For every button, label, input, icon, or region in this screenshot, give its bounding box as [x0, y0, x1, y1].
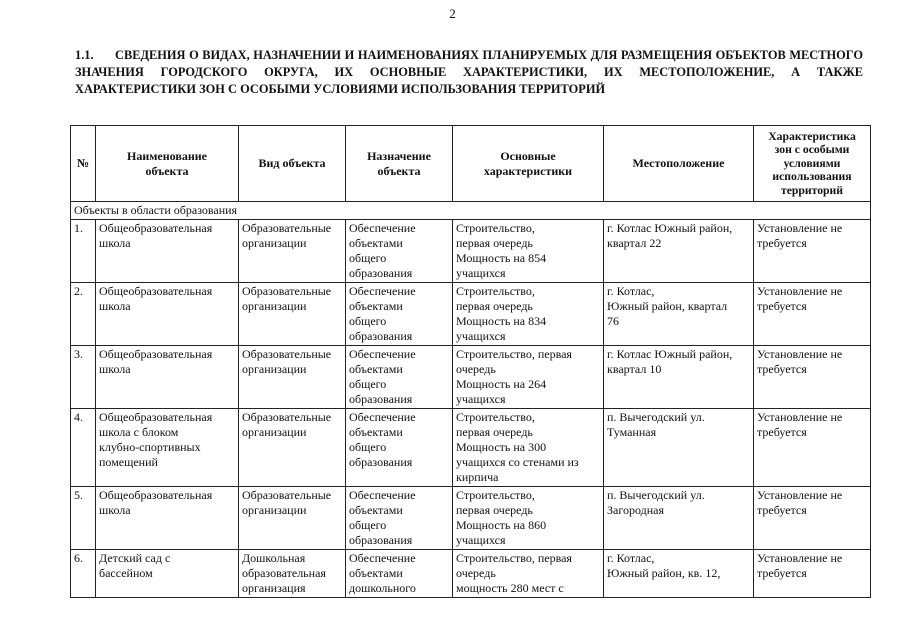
cell-object-purpose: [346, 283, 453, 346]
cell-line: Характеристика: [768, 129, 856, 143]
cell-line: требуется: [757, 236, 807, 250]
cell-main-characteristics: [453, 346, 604, 409]
header-main-characteristics: [453, 126, 604, 202]
cell-object-type: [239, 550, 346, 598]
cell-line: Образовательные: [242, 284, 332, 298]
cell-line: школа: [99, 362, 131, 376]
cell-object-name: [96, 409, 239, 487]
cell-line: требуется: [757, 566, 807, 580]
cell-line: Общеобразовательная: [99, 410, 213, 424]
header-zone-characteristics: [754, 126, 871, 202]
cell-line: школа с блоком: [99, 425, 179, 439]
cell-object-purpose: [346, 409, 453, 487]
cell-line: Южный район, кв. 12,: [607, 566, 721, 580]
cell-zone-characteristics: [754, 487, 871, 550]
cell-line: объектами: [349, 503, 403, 517]
table-row: [71, 346, 871, 409]
cell-object-name: [96, 346, 239, 409]
cell-line: г. Котлас,: [607, 284, 655, 298]
section-title: Объекты в области образования: [71, 202, 871, 220]
cell-line: первая очередь: [456, 236, 533, 250]
cell-line: объектами: [349, 425, 403, 439]
cell-line: Обеспечение: [349, 488, 416, 502]
cell-line: общего: [349, 518, 387, 532]
cell-line: Установление не: [757, 347, 843, 361]
cell-line: Местоположение: [632, 156, 725, 170]
cell-line: образования: [349, 533, 413, 547]
cell-line: школа: [99, 503, 131, 517]
cell-line: дошкольного: [349, 581, 416, 595]
cell-location: [604, 283, 754, 346]
cell-line: очередь: [456, 362, 496, 376]
cell-line: образования: [349, 392, 413, 406]
cell-location: [604, 550, 754, 598]
section-row: [71, 202, 871, 220]
cell-line: требуется: [757, 425, 807, 439]
cell-line: Строительство,: [456, 488, 535, 502]
cell-line: Установление не: [757, 284, 843, 298]
cell-line: Наименование: [127, 148, 207, 163]
cell-line: первая очередь: [456, 503, 533, 517]
cell-line: Назначение: [367, 148, 431, 163]
cell-line: образования: [349, 455, 413, 469]
cell-zone-characteristics: [754, 220, 871, 283]
cell-line: п. Вычегодский ул.: [607, 410, 705, 424]
cell-line: Общеобразовательная: [99, 488, 213, 502]
cell-line: бассейном: [99, 566, 153, 580]
cell-line: Строительство,: [456, 284, 535, 298]
cell-line: объекта: [145, 163, 189, 178]
cell-line: зон с особыми: [774, 143, 850, 157]
cell-line: требуется: [757, 503, 807, 517]
cell-line: организация: [242, 581, 306, 595]
section-heading-number: 1.1.: [75, 48, 94, 62]
cell-line: требуется: [757, 299, 807, 313]
cell-line: 76: [607, 314, 619, 328]
cell-main-characteristics: [453, 550, 604, 598]
cell-location: [604, 346, 754, 409]
cell-location: [604, 487, 754, 550]
cell-object-purpose: [346, 220, 453, 283]
cell-object-type: [239, 346, 346, 409]
cell-line: Обеспечение: [349, 221, 416, 235]
cell-object-purpose: [346, 487, 453, 550]
cell-line: Обеспечение: [349, 551, 416, 565]
cell-line: учащихся со стенами из: [456, 455, 579, 469]
cell-line: п. Вычегодский ул.: [607, 488, 705, 502]
cell-line: г. Котлас Южный район,: [607, 347, 733, 361]
cell-line: использования: [772, 170, 852, 184]
cell-number: 5.: [71, 487, 96, 550]
cell-object-purpose: [346, 346, 453, 409]
cell-line: школа: [99, 299, 131, 313]
cell-line: помещений: [99, 455, 158, 469]
cell-line: Установление не: [757, 410, 843, 424]
cell-line: Обеспечение: [349, 284, 416, 298]
cell-line: общего: [349, 251, 387, 265]
header-object-purpose: [346, 126, 453, 202]
cell-line: клубно-спортивных: [99, 440, 201, 454]
cell-line: Общеобразовательная: [99, 221, 213, 235]
cell-line: Туманная: [607, 425, 657, 439]
cell-object-purpose: [346, 550, 453, 598]
table-header-row: [71, 126, 871, 202]
cell-line: образования: [349, 266, 413, 280]
cell-line: условиями: [783, 156, 841, 170]
cell-line: общего: [349, 440, 387, 454]
cell-line: Основные: [500, 148, 556, 163]
cell-line: Дошкольная: [242, 551, 306, 565]
cell-number: 2.: [71, 283, 96, 346]
cell-line: образовательная: [242, 566, 326, 580]
cell-line: образования: [349, 329, 413, 343]
cell-line: объектами: [349, 566, 403, 580]
cell-line: объектами: [349, 236, 403, 250]
cell-number: 4.: [71, 409, 96, 487]
cell-line: организации: [242, 362, 307, 376]
table-row: [71, 283, 871, 346]
cell-line: г. Котлас Южный район,: [607, 221, 733, 235]
cell-line: требуется: [757, 362, 807, 376]
cell-line: Мощность на 834: [456, 314, 547, 328]
table-row: [71, 409, 871, 487]
cell-line: Установление не: [757, 488, 843, 502]
cell-zone-characteristics: [754, 550, 871, 598]
cell-line: Строительство,: [456, 221, 535, 235]
cell-location: [604, 409, 754, 487]
table-row: [71, 487, 871, 550]
cell-line: организации: [242, 425, 307, 439]
cell-object-name: [96, 220, 239, 283]
cell-line: организации: [242, 299, 307, 313]
cell-line: Строительство, первая: [456, 551, 572, 565]
cell-line: Образовательные: [242, 347, 332, 361]
cell-line: очередь: [456, 566, 496, 580]
page-number: 2: [449, 6, 456, 21]
cell-line: первая очередь: [456, 425, 533, 439]
cell-line: Общеобразовательная: [99, 284, 213, 298]
cell-number: 3.: [71, 346, 96, 409]
cell-line: характеристики: [483, 163, 573, 178]
cell-line: Загородная: [607, 503, 664, 517]
cell-line: Мощность на 854: [456, 251, 547, 265]
cell-line: территорий: [780, 183, 844, 197]
cell-line: объекта: [377, 163, 421, 178]
cell-object-type: [239, 487, 346, 550]
cell-object-name: [96, 550, 239, 598]
cell-line: Обеспечение: [349, 410, 416, 424]
section-heading-text: СВЕДЕНИЯ О ВИДАХ, НАЗНАЧЕНИИ И НАИМЕНОВАНИЯХ ПЛАНИРУЕМЫХ ДЛЯ РАЗМЕЩЕНИЯ ОБЪЕКТОВ МЕСТНОГО ЗНАЧЕНИЯ ГОРОДСКОГО ОКРУГА, ИХ ОСНОВНЫЕ ХАРАКТЕРИСТИКИ, ИХ МЕСТОПОЛОЖЕНИЕ, А ТАКЖЕ ХАРАКТЕРИСТИКИ ЗОН С ОСОБЫМИ УСЛОВИЯМИ ИСПОЛЬЗОВАНИЯ ТЕРРИТОРИЙ: [75, 48, 863, 96]
cell-line: Образовательные: [242, 488, 332, 502]
cell-line: учащихся: [456, 392, 506, 406]
cell-line: первая очередь: [456, 299, 533, 313]
cell-object-type: [239, 283, 346, 346]
cell-number: 6.: [71, 550, 96, 598]
cell-main-characteristics: [453, 220, 604, 283]
cell-line: квартал 10: [607, 362, 662, 376]
cell-zone-characteristics: [754, 283, 871, 346]
cell-line: Образовательные: [242, 221, 332, 235]
cell-line: учащихся: [456, 266, 506, 280]
cell-line: Установление не: [757, 221, 843, 235]
cell-line: Мощность на 860: [456, 518, 547, 532]
cell-main-characteristics: [453, 409, 604, 487]
cell-line: Строительство, первая: [456, 347, 572, 361]
cell-line: общего: [349, 377, 387, 391]
cell-line: №: [76, 156, 90, 170]
cell-line: школа: [99, 236, 131, 250]
header-object-name: [96, 126, 239, 202]
cell-line: Строительство,: [456, 410, 535, 424]
cell-line: кирпича: [456, 470, 499, 484]
cell-object-type: [239, 409, 346, 487]
section-heading: [75, 47, 863, 98]
cell-line: учащихся: [456, 329, 506, 343]
cell-number: 1.: [71, 220, 96, 283]
cell-line: г. Котлас,: [607, 551, 655, 565]
table-row: [71, 220, 871, 283]
cell-line: Общеобразовательная: [99, 347, 213, 361]
cell-line: Вид объекта: [258, 156, 326, 170]
cell-line: мощность 280 мест с: [456, 581, 564, 595]
cell-location: [604, 220, 754, 283]
cell-line: Образовательные: [242, 410, 332, 424]
header-object-type: [239, 126, 346, 202]
cell-line: Установление не: [757, 551, 843, 565]
cell-line: квартал 22: [607, 236, 662, 250]
table-row: [71, 550, 871, 598]
cell-line: Мощность на 264: [456, 377, 547, 391]
objects-table: [70, 125, 871, 598]
cell-line: Обеспечение: [349, 347, 416, 361]
cell-main-characteristics: [453, 283, 604, 346]
cell-line: Мощность на 300: [456, 440, 547, 454]
cell-line: организации: [242, 236, 307, 250]
header-location: [604, 126, 754, 202]
cell-line: организации: [242, 503, 307, 517]
cell-object-type: [239, 220, 346, 283]
cell-line: объектами: [349, 299, 403, 313]
header-number: [71, 126, 96, 202]
cell-object-name: [96, 487, 239, 550]
cell-line: учащихся: [456, 533, 506, 547]
cell-line: общего: [349, 314, 387, 328]
cell-main-characteristics: [453, 487, 604, 550]
cell-line: Южный район, квартал: [607, 299, 728, 313]
cell-zone-characteristics: [754, 346, 871, 409]
cell-object-name: [96, 283, 239, 346]
cell-zone-characteristics: [754, 409, 871, 487]
cell-line: Детский сад с: [99, 551, 171, 565]
cell-line: объектами: [349, 362, 403, 376]
